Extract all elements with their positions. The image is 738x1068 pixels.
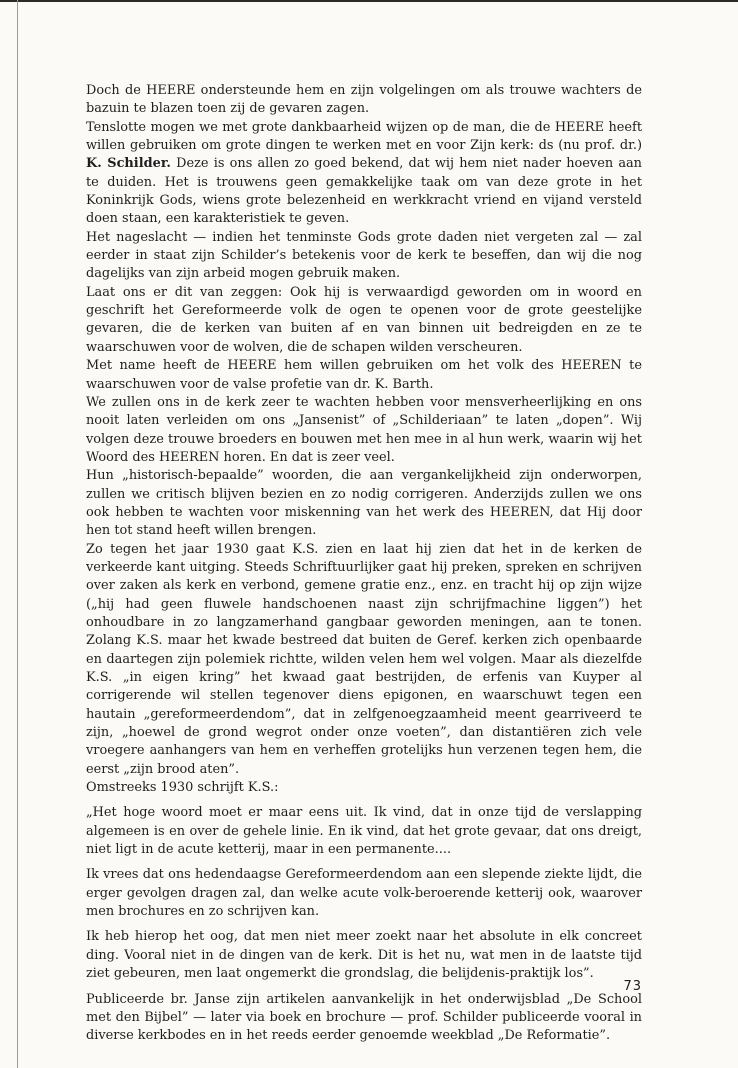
quote-paragraph: Publiceerde br. Janse zijn artikelen aanvankelijk in het onderwijsblad „De School met den Bijbel” — later via boek en brochure — prof. Schilder publiceerde vooral in diverse kerkbodes en in het reeds eerder genoemde weekblad „De Reformatie”. [86, 991, 642, 1044]
paragraph: Zo tegen het jaar 1930 gaat K.S. zien en laat hij zien dat het in de kerken de verkeerde kant uitging. Steeds Schriftuurlijker gaat hij preken, spreken en schrijven over zaken als kerk en verbond, gemene gratie enz., enz. en tracht hij op zijn wijze („hij had geen fluwele handschoenen naast zijn schrijfmachine liggen”) het onhoudbare in zo langzamerhand gangbaar geworden meningen, aan te tonen. Zolang K.S. maar het kwade bestreed dat buiten de Geref. kerken zich openbaarde en daartegen zijn polemiek richtte, wilden velen hem wel volgen. Maar als diezelfde K.S. „in eigen kring” het kwaad gaat bestrijden, de erfenis van Kuyper al corrigerende wil stellen tegenover diens epigonen, en waarschuwt tegen een hautain „gereformeerdendom”, dat in zelfgenoegzaamheid meent gearriveerd te zijn, „hoewel de grond wegrot onder onze voeten”, dan distantiëren zich vele vroegere aanhangers van hem en verheffen grotelijks hun verzenen tegen hem, die eerst „zijn brood aten”. [86, 541, 642, 777]
paragraph-text: Tenslotte mogen we met grote dankbaarheid wijzen op de man, die de HEERE heeft willen gebruiken om grote dingen te werken met en voor Zijn kerk: ds (nu prof. dr.) [86, 119, 642, 154]
quote-paragraph: „Het hoge woord moet er maar eens uit. Ik vind, dat in onze tijd de verslapping algemeen is en over de gehele linie. En ik vind, dat het grote gevaar, dat ons dreigt, niet ligt in de acute ketterij, maar in een permanente.... [86, 805, 642, 858]
paragraph: Doch de HEERE ondersteunde hem en zijn volgelingen om als trouwe wachters de bazuin te blazen toen zij de gevaren zagen. [86, 83, 642, 117]
page-number: 73 [623, 979, 642, 994]
paragraph-text: Deze is ons allen zo goed bekend, dat wij hem niet nader hoeven aan te duiden. Het is trouwens geen gemakkelijke taak om van deze grote in het Koninkrijk Gods, wiens grote belezenheid en werkkracht vriend en vijand versteld doen staan, een karakteristiek te geven. [86, 156, 642, 227]
paragraph: We zullen ons in de kerk zeer te wachten hebben voor mensverheerlijking en ons nooit laten verleiden om ons „Jansenist” of „Schilderiaan” te laten „dopen”. Wij volgen deze trouwe broeders en bouwen met hen mee in al hun werk, waarin wij het Woord des HEEREN horen. En dat is zeer veel. [86, 394, 642, 465]
paragraph: Laat ons er dit van zeggen: Ook hij is verwaardigd geworden om in woord en geschrift het Gereformeerde volk de ogen te openen voor de grote geestelijke gevaren, die de kerken van buiten af en van binnen uit bedreigden en ze te waarschuwen voor de wolven, die de schapen wilden verscheuren. [86, 284, 642, 355]
paragraph: Omstreeks 1930 schrijft K.S.: [86, 780, 279, 796]
quote-paragraph: Ik vrees dat ons hedendaagse Gereformeerdendom aan een slepende ziekte lijdt, die erger gevolgen dragen zal, dan welke acute volk-beroerende ketterij ook, waarover men brochures en zo schrijven kan. [86, 867, 642, 920]
left-margin-rule [17, 0, 18, 1068]
paragraph: Hun „historisch-bepaalde” woorden, die aan vergankelijkheid zijn onderworpen, zullen we critisch blijven bezien en zo nodig corrigeren. Anderzijds zullen we ons ook hebben te wachten voor miskenning van het werk des HEEREN, dat Hij door hen tot stand heeft willen brengen. [86, 468, 642, 539]
top-edge-rule [0, 0, 738, 2]
bold-name: K. Schilder. [86, 156, 171, 172]
paragraph: Met name heeft de HEERE hem willen gebruiken om het volk des HEEREN te waarschuwen voor de valse profetie van dr. K. Barth. [86, 358, 642, 392]
body-text [86, 82, 642, 1046]
quote-paragraph: Ik heb hierop het oog, dat men niet meer zoekt naar het absolute in elk concreet ding. Vooral niet in de dingen van de kerk. Dit is het nu, wat men in de laatste tijd ziet gebeuren, men laat ongemerkt die grondslag, die belijdenis-praktijk los”. [86, 929, 642, 982]
paragraph [86, 119, 642, 229]
paragraph: Het nageslacht — indien het tenminste Gods grote daden niet vergeten zal — zal eerder in staat zijn Schilder’s betekenis voor de kerk te beseffen, dan wij die nog dagelijks van zijn arbeid mogen gebruik maken. [86, 229, 642, 282]
